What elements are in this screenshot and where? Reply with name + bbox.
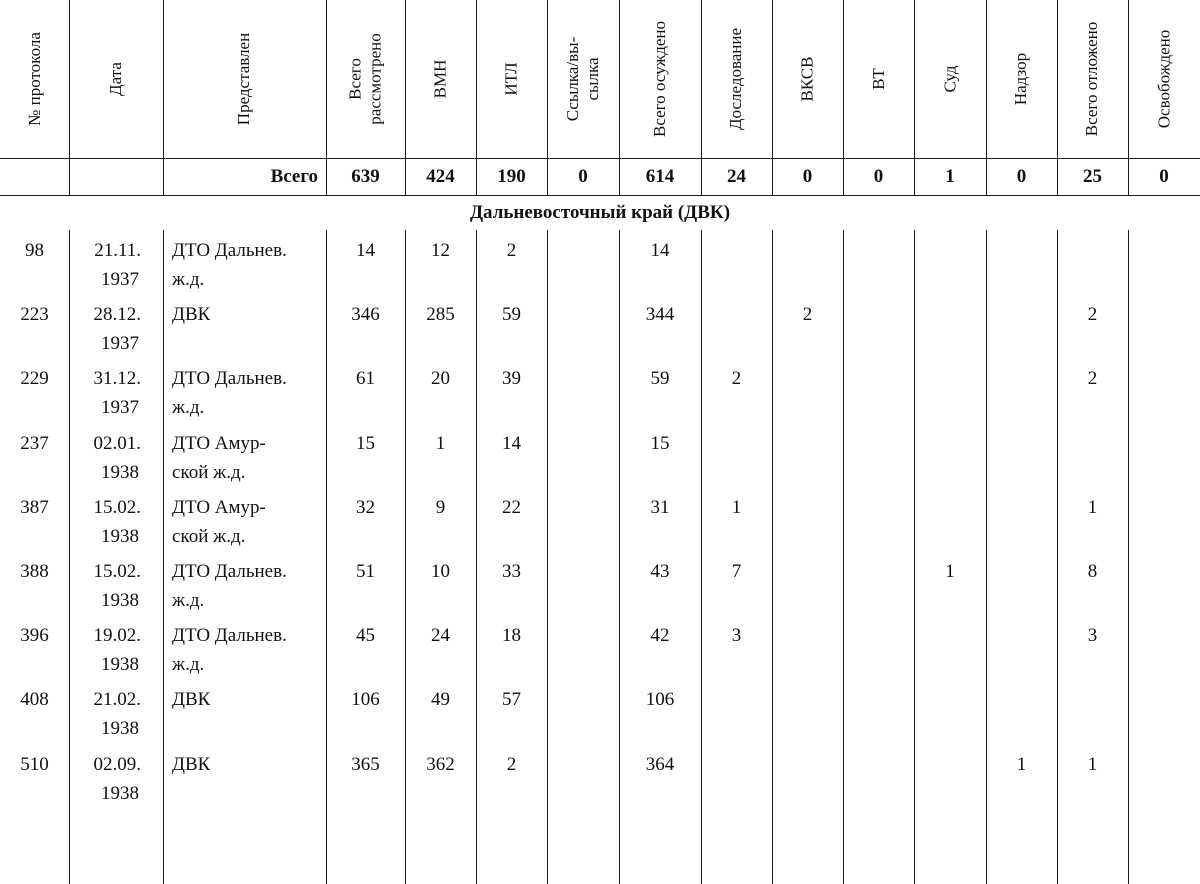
protocol-number: 387 bbox=[20, 496, 49, 518]
date-year: 1937 bbox=[101, 333, 139, 355]
totals-value: 424 bbox=[426, 166, 455, 187]
date-year: 1937 bbox=[101, 269, 139, 290]
column-header bbox=[843, 0, 914, 158]
table-row bbox=[0, 750, 1200, 814]
column-header bbox=[476, 0, 547, 158]
table-cell: 364 bbox=[645, 753, 675, 775]
date-year: 1938 bbox=[101, 718, 139, 740]
table-cell: 20 bbox=[431, 368, 450, 390]
column-header bbox=[163, 0, 326, 158]
table-cell: 1 bbox=[1087, 496, 1098, 518]
column-header bbox=[0, 0, 69, 158]
table-cell: 2 bbox=[802, 304, 813, 326]
column-header-label: ИТЛ bbox=[501, 62, 521, 96]
totals-value: 0 bbox=[578, 166, 588, 187]
totals-value: 0 bbox=[873, 166, 884, 187]
column-header-label: Доследование bbox=[726, 27, 746, 131]
table-cell: 14 bbox=[502, 432, 521, 454]
column-header-label: ВКСВ bbox=[797, 56, 817, 102]
submitted-by-cont: ж.д. bbox=[172, 590, 205, 611]
table-cell: 106 bbox=[645, 689, 675, 711]
date-day-month: 21.02. bbox=[93, 689, 141, 711]
table-cell: 9 bbox=[435, 496, 446, 518]
table-cell: 49 bbox=[431, 689, 450, 711]
submitted-by-cont: ской ж.д. bbox=[172, 525, 246, 547]
table-cell: 7 bbox=[731, 561, 742, 582]
date-year: 1938 bbox=[101, 461, 139, 483]
totals-value: 190 bbox=[497, 166, 526, 187]
table-cell: 45 bbox=[356, 625, 375, 647]
submitted-by: ДТО Амур- bbox=[172, 496, 266, 518]
column-header bbox=[547, 0, 619, 158]
submitted-by: ДТО Дальнев. bbox=[172, 561, 287, 582]
submitted-by-cont: ской ж.д. bbox=[172, 461, 246, 483]
table-cell: 18 bbox=[502, 625, 521, 647]
table-cell: 14 bbox=[356, 240, 375, 261]
table-cell: 39 bbox=[502, 368, 521, 390]
protocol-number: 223 bbox=[20, 304, 49, 326]
table-cell: 43 bbox=[650, 561, 670, 582]
table-cell: 1 bbox=[945, 561, 955, 582]
table-cell: 61 bbox=[356, 368, 375, 390]
column-header-label: Представлен bbox=[234, 32, 254, 126]
date-day-month: 31.12. bbox=[93, 368, 141, 390]
table-cell: 1 bbox=[435, 432, 446, 454]
table-cell: 32 bbox=[356, 496, 375, 518]
table-cell: 59 bbox=[502, 304, 521, 326]
table-cell: 59 bbox=[650, 368, 670, 390]
row-divider bbox=[0, 195, 1200, 196]
submitted-by-cont: ж.д. bbox=[172, 654, 205, 676]
protocol-number: 396 bbox=[20, 625, 49, 647]
table-cell: 42 bbox=[650, 625, 670, 647]
table-cell: 15 bbox=[650, 432, 670, 454]
table-cell: 31 bbox=[650, 496, 670, 518]
totals-value: 0 bbox=[802, 166, 813, 187]
table-cell: 362 bbox=[426, 753, 455, 775]
table-row bbox=[0, 429, 1200, 493]
column-header-label: Освобождено bbox=[1154, 29, 1173, 129]
column-header bbox=[772, 0, 843, 158]
submitted-by: ДТО Амур- bbox=[172, 432, 266, 454]
table-row bbox=[0, 621, 1200, 685]
totals-label: Всего bbox=[270, 166, 318, 187]
table-cell: 2 bbox=[1087, 304, 1098, 326]
submitted-by: ДТО Дальнев. bbox=[172, 240, 287, 261]
column-header-label: Дата bbox=[105, 62, 125, 96]
table-cell: 14 bbox=[650, 240, 670, 261]
table-cell: 3 bbox=[1087, 625, 1098, 647]
table-cell: 15 bbox=[356, 432, 375, 454]
date-year: 1937 bbox=[101, 397, 139, 419]
column-header-label: ВТ bbox=[868, 68, 888, 90]
column-header bbox=[914, 0, 986, 158]
submitted-by-cont: ж.д. bbox=[172, 269, 205, 290]
protocol-number: 237 bbox=[20, 432, 49, 454]
submitted-by: ДВК bbox=[172, 689, 211, 711]
column-header-label: Всего отложено bbox=[1082, 21, 1102, 137]
table-cell: 57 bbox=[502, 689, 521, 711]
protocol-number: 98 bbox=[25, 240, 44, 261]
column-header-label: Суд bbox=[940, 65, 959, 93]
protocol-number: 229 bbox=[20, 368, 49, 390]
column-header bbox=[1128, 0, 1200, 158]
table-cell: 1 bbox=[1016, 753, 1027, 775]
table-cell: 2 bbox=[506, 240, 517, 261]
column-header bbox=[326, 0, 405, 158]
column-header-label: Всего рассмотрено bbox=[345, 33, 385, 125]
column-header bbox=[986, 0, 1057, 158]
table-cell: 365 bbox=[351, 753, 380, 775]
date-day-month: 21.11. bbox=[94, 240, 141, 261]
table-cell: 2 bbox=[506, 753, 517, 775]
column-header-label: Всего осуждено bbox=[650, 21, 669, 137]
date-day-month: 02.09. bbox=[93, 753, 141, 775]
table-cell: 24 bbox=[431, 625, 450, 647]
totals-value: 0 bbox=[1159, 166, 1169, 187]
date-year: 1938 bbox=[101, 525, 139, 547]
submitted-by-cont: ж.д. bbox=[172, 397, 205, 419]
totals-value: 25 bbox=[1083, 166, 1102, 187]
submitted-by: ДТО Дальнев. bbox=[172, 625, 287, 647]
submitted-by: ДВК bbox=[172, 753, 211, 775]
totals-value: 614 bbox=[645, 166, 675, 187]
column-header bbox=[405, 0, 476, 158]
protocol-number: 388 bbox=[20, 561, 49, 582]
submitted-by: ДВК bbox=[172, 304, 211, 326]
date-year: 1938 bbox=[101, 654, 139, 676]
date-day-month: 28.12. bbox=[93, 304, 141, 326]
column-header-label: № протокола bbox=[24, 32, 44, 126]
date-year: 1938 bbox=[101, 782, 139, 804]
column-header-label: Надзор bbox=[1011, 52, 1031, 106]
date-day-month: 15.02. bbox=[93, 561, 141, 582]
date-day-month: 02.01. bbox=[93, 432, 141, 454]
table-cell: 2 bbox=[731, 368, 742, 390]
totals-value: 0 bbox=[1016, 166, 1027, 187]
column-header-label: ВМН bbox=[430, 59, 450, 99]
totals-value: 24 bbox=[727, 166, 746, 187]
submitted-by: ДТО Дальнев. bbox=[172, 368, 287, 390]
table-cell: 106 bbox=[351, 689, 380, 711]
table-cell: 8 bbox=[1087, 561, 1098, 582]
column-header bbox=[619, 0, 701, 158]
table-cell: 344 bbox=[645, 304, 675, 326]
table-cell: 3 bbox=[731, 625, 742, 647]
table-row bbox=[0, 557, 1200, 621]
region-title: Дальневосточный край (ДВК) bbox=[469, 202, 731, 223]
table-cell: 285 bbox=[426, 304, 455, 326]
table-row bbox=[0, 685, 1200, 749]
table-row bbox=[0, 300, 1200, 364]
column-header bbox=[1057, 0, 1128, 158]
table-row bbox=[0, 236, 1200, 300]
table-row bbox=[0, 364, 1200, 428]
table-cell: 33 bbox=[502, 561, 521, 582]
table-cell: 51 bbox=[356, 561, 375, 582]
column-header bbox=[701, 0, 772, 158]
table-cell: 346 bbox=[351, 304, 380, 326]
table-cell: 22 bbox=[502, 496, 521, 518]
totals-value: 639 bbox=[351, 166, 380, 187]
table-cell: 1 bbox=[1087, 753, 1098, 775]
date-day-month: 19.02. bbox=[93, 625, 141, 647]
table-cell: 10 bbox=[431, 561, 450, 582]
totals-value: 1 bbox=[945, 166, 955, 187]
date-day-month: 15.02. bbox=[93, 496, 141, 518]
column-header-label: Ссылка/вы- сылка bbox=[563, 36, 603, 122]
table-row bbox=[0, 493, 1200, 557]
protocol-number: 408 bbox=[20, 689, 49, 711]
date-year: 1938 bbox=[101, 590, 139, 611]
table-cell: 1 bbox=[731, 496, 742, 518]
protocol-number: 510 bbox=[20, 753, 49, 775]
column-header bbox=[69, 0, 163, 158]
table-cell: 12 bbox=[431, 240, 450, 261]
table-cell: 2 bbox=[1087, 368, 1098, 390]
